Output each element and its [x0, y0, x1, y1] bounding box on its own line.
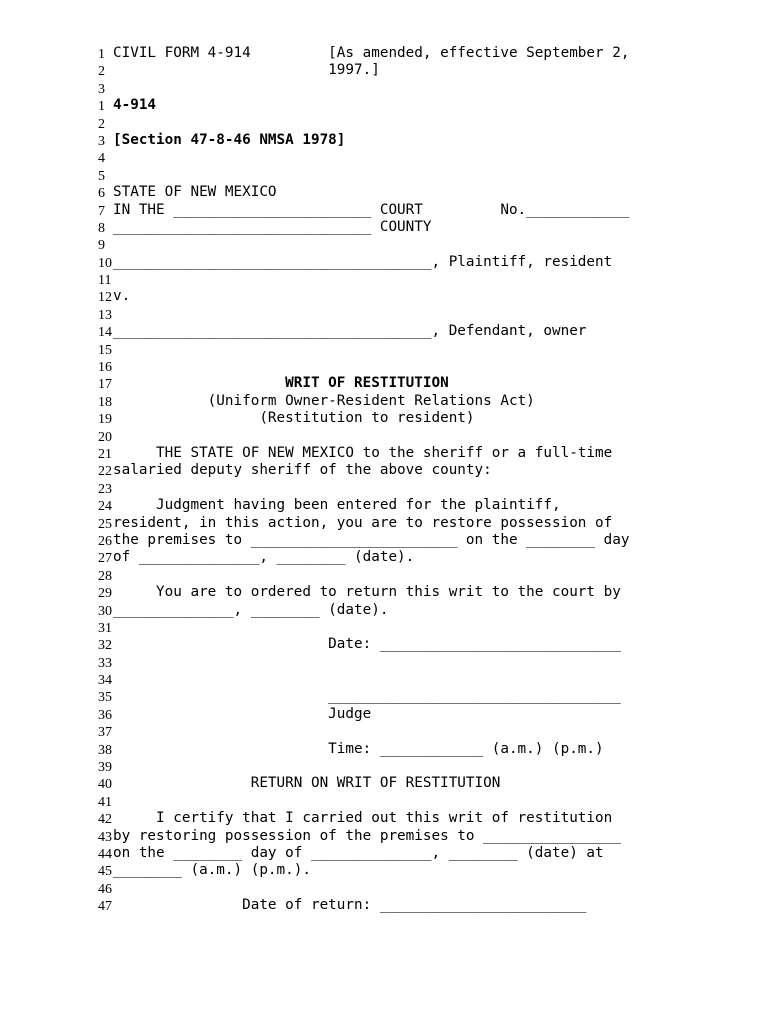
form-line — [0, 271, 770, 288]
line-number: 40 — [98, 777, 112, 793]
line-text: Date: ____________________________ — [113, 636, 621, 653]
line-text: v. — [113, 288, 131, 305]
line-number: 31 — [98, 620, 112, 636]
form-line — [0, 62, 770, 79]
line-number: 39 — [98, 760, 112, 776]
line-text: IN THE _______________________ COURT No.____________ — [113, 201, 630, 218]
line-number: 19 — [98, 412, 112, 428]
heading-text: WRIT OF RESTITUTION — [113, 375, 449, 392]
form-line — [0, 462, 770, 479]
form-line — [0, 758, 770, 775]
line-number: 1 — [98, 99, 105, 115]
form-line — [0, 880, 770, 897]
form-line — [0, 45, 770, 62]
form-line — [0, 671, 770, 688]
line-number: 16 — [98, 360, 112, 376]
line-text: _____________________________________, Defendant, owner — [113, 323, 587, 340]
form-line — [0, 636, 770, 653]
heading-text: 4-914 — [113, 97, 157, 114]
form-line — [0, 358, 770, 375]
line-number: 2 — [98, 64, 105, 80]
line-number: 29 — [98, 586, 112, 602]
form-line — [0, 532, 770, 549]
line-text: ______________, ________ (date). — [113, 601, 389, 618]
line-text: THE STATE OF NEW MEXICO to the sheriff or a full-time — [113, 444, 613, 461]
line-text: Judge — [113, 705, 372, 722]
form-line — [0, 741, 770, 758]
line-number: 7 — [98, 203, 105, 219]
line-number: 41 — [98, 794, 112, 810]
line-text: CIVIL FORM 4-914 [As amended, effective September 2, — [113, 45, 630, 61]
form-line — [0, 654, 770, 671]
line-text: __________________________________ — [113, 688, 621, 705]
form-line — [0, 254, 770, 271]
line-number: 12 — [98, 290, 112, 306]
line-number: 5 — [98, 168, 105, 184]
line-text: (Restitution to resident) — [113, 410, 475, 427]
line-number: 15 — [98, 342, 112, 358]
line-text: You are to ordered to return this writ to the court by — [113, 584, 621, 601]
line-text: Time: ____________ (a.m.) (p.m.) — [113, 740, 604, 757]
line-number: 20 — [98, 429, 112, 445]
line-text: salaried deputy sheriff of the above county: — [113, 462, 492, 479]
line-number: 3 — [98, 133, 105, 149]
line-number: 22 — [98, 464, 112, 480]
form-line — [0, 619, 770, 636]
line-number: 30 — [98, 603, 112, 619]
line-number: 33 — [98, 655, 112, 671]
line-number: 13 — [98, 307, 112, 323]
line-number: 18 — [98, 394, 112, 410]
line-number: 1 — [98, 47, 105, 62]
form-line — [0, 567, 770, 584]
form-line — [0, 549, 770, 566]
form-line — [0, 97, 770, 114]
line-text: Judgment having been entered for the plaintiff, — [113, 497, 561, 514]
line-number: 37 — [98, 725, 112, 741]
line-text: the premises to ________________________ on the ________ day — [113, 531, 630, 548]
form-line — [0, 375, 770, 392]
form-line — [0, 184, 770, 201]
line-number: 27 — [98, 551, 112, 567]
line-number: 42 — [98, 812, 112, 828]
line-number: 45 — [98, 864, 112, 880]
line-text: I certify that I carried out this writ of restitution — [113, 810, 613, 827]
line-number: 28 — [98, 568, 112, 584]
line-number: 2 — [98, 116, 105, 132]
line-number: 24 — [98, 499, 112, 515]
line-text: on the ________ day of ______________, ________ (date) at — [113, 844, 604, 861]
form-line — [0, 793, 770, 810]
form-line — [0, 341, 770, 358]
form-line — [0, 723, 770, 740]
line-number: 6 — [98, 186, 105, 202]
line-text: STATE OF NEW MEXICO — [113, 184, 277, 201]
form-line — [0, 393, 770, 410]
line-number: 32 — [98, 638, 112, 654]
line-text: RETURN ON WRIT OF RESTITUTION — [113, 775, 501, 792]
line-text: of ______________, ________ (date). — [113, 549, 415, 566]
line-text: resident, in this action, you are to restore possession of — [113, 514, 613, 531]
line-number: 10 — [98, 255, 112, 271]
form-line — [0, 706, 770, 723]
line-number: 35 — [98, 690, 112, 706]
form-line — [0, 515, 770, 532]
form-line — [0, 584, 770, 601]
line-number: 47 — [98, 899, 112, 915]
line-number: 9 — [98, 238, 105, 254]
form-line — [0, 219, 770, 236]
form-line — [0, 810, 770, 827]
line-text: ________ (a.m.) (p.m.). — [113, 862, 311, 879]
form-line — [0, 80, 770, 97]
line-text: _____________________________________, Plaintiff, resident — [113, 253, 613, 270]
form-line — [0, 775, 770, 792]
form-lines — [0, 45, 770, 915]
line-number: 14 — [98, 325, 112, 341]
form-line — [0, 862, 770, 879]
form-line — [0, 149, 770, 166]
line-number: 11 — [98, 273, 112, 289]
form-line — [0, 323, 770, 340]
line-text: ______________________________ COUNTY — [113, 218, 432, 235]
form-line — [0, 132, 770, 149]
form-line — [0, 236, 770, 253]
heading-text: [Section 47-8-46 NMSA 1978] — [113, 131, 346, 148]
form-line — [0, 167, 770, 184]
line-number: 34 — [98, 673, 112, 689]
line-number: 17 — [98, 377, 112, 393]
form-line — [0, 480, 770, 497]
line-number: 4 — [98, 151, 105, 167]
form-line — [0, 202, 770, 219]
line-text: by restoring possession of the premises to ________________ — [113, 827, 621, 844]
line-number: 38 — [98, 742, 112, 758]
form-line — [0, 410, 770, 427]
line-number: 3 — [98, 81, 105, 97]
line-number: 44 — [98, 846, 112, 862]
form-line — [0, 306, 770, 323]
form-line — [0, 428, 770, 445]
form-line — [0, 497, 770, 514]
form-line — [0, 828, 770, 845]
line-number: 8 — [98, 220, 105, 236]
line-number: 21 — [98, 446, 112, 462]
form-line — [0, 688, 770, 705]
form-line — [0, 288, 770, 305]
form-line — [0, 115, 770, 132]
line-number: 23 — [98, 481, 112, 497]
form-line — [0, 845, 770, 862]
line-text: (Uniform Owner-Resident Relations Act) — [113, 392, 535, 409]
form-line — [0, 445, 770, 462]
line-text: Date of return: ________________________ — [113, 897, 587, 914]
line-number: 26 — [98, 533, 112, 549]
form-line — [0, 602, 770, 619]
line-text: 1997.] — [113, 62, 380, 79]
line-number: 25 — [98, 516, 112, 532]
line-number: 43 — [98, 829, 112, 845]
form-line — [0, 897, 770, 914]
line-number: 36 — [98, 707, 112, 723]
line-number: 46 — [98, 881, 112, 897]
